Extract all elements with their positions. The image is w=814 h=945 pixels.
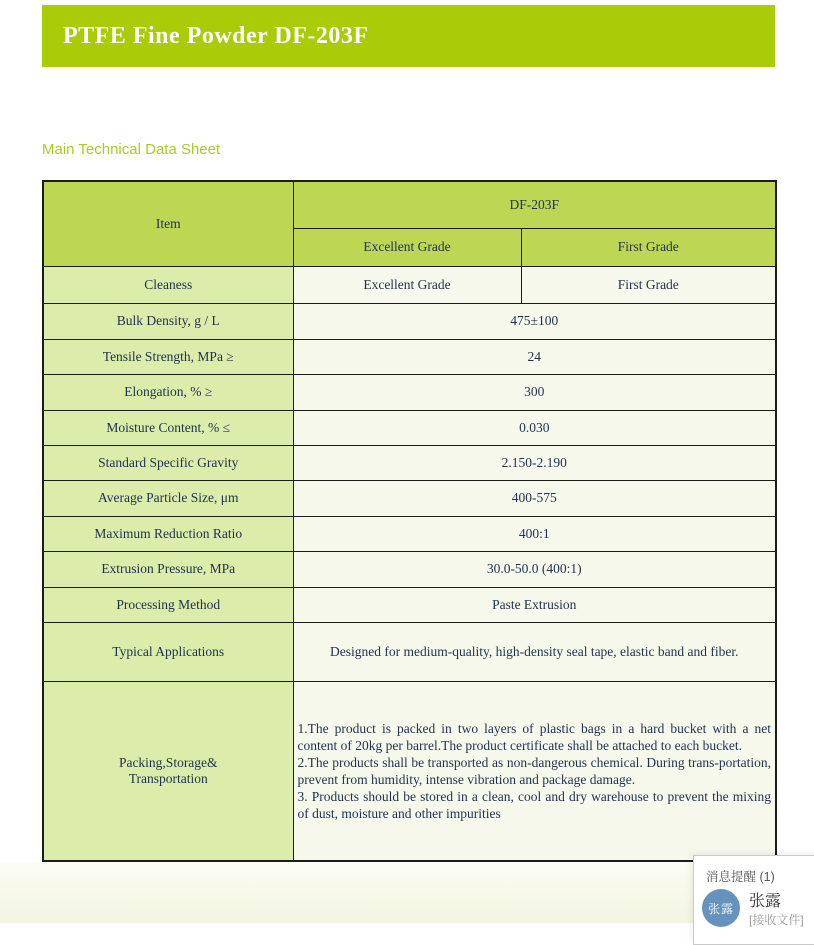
row-value: 300 [293, 374, 776, 410]
packing-label-line1: Packing,Storage& [118, 754, 218, 770]
packing-line: 2.The products shall be transported as non-dangerous chemical. During trans-portation, prevent from humidity, intense vibration and package damage. [297, 754, 772, 787]
table-row-bulk-density [43, 303, 776, 339]
grade-header-first: First Grade [521, 228, 776, 266]
row-value: Designed for medium-quality, high-density seal tape, elastic band and fiber. [293, 622, 776, 681]
table-row-reduction-ratio [43, 516, 776, 551]
notification-message-preview: [接收文件] [749, 913, 804, 927]
table-row-tensile-strength [43, 339, 776, 374]
row-label [43, 681, 293, 861]
table-row-packing-storage [43, 681, 776, 861]
table-row-elongation [43, 374, 776, 410]
table-row-cleaness [43, 266, 776, 303]
notification-sender-name: 张露 [749, 893, 782, 910]
row-value [293, 681, 776, 861]
technical-data-table [42, 180, 777, 862]
page-title: PTFE Fine Powder DF-203F [63, 22, 369, 49]
row-value: Excellent Grade [293, 266, 521, 303]
packing-label-line2: Transportation [128, 770, 208, 786]
row-value: 0.030 [293, 410, 776, 445]
notification-header: 消息提醒 (1) [706, 870, 775, 884]
row-label: Standard Specific Gravity [43, 445, 293, 480]
row-value: 475±100 [293, 303, 776, 339]
row-value: 2.150-2.190 [293, 445, 776, 480]
table-row-product-header [43, 181, 776, 228]
grade-header-excellent: Excellent Grade [293, 228, 521, 266]
packing-line: 3. Products should be stored in a clean, cool and dry warehouse to prevent the mixing of dust, moisture and other impurities [297, 788, 772, 821]
table-row-particle-size [43, 480, 776, 516]
row-value: 400-575 [293, 480, 776, 516]
row-label: Extrusion Pressure, MPa [43, 551, 293, 587]
row-label: Average Particle Size, μm [43, 480, 293, 516]
row-label: Moisture Content, % ≤ [43, 410, 293, 445]
row-value: First Grade [521, 266, 776, 303]
row-label: Tensile Strength, MPa ≥ [43, 339, 293, 374]
notification-popup [693, 855, 814, 945]
row-label: Maximum Reduction Ratio [43, 516, 293, 551]
item-header-cell: Item [43, 181, 293, 266]
row-value: 400:1 [293, 516, 776, 551]
avatar[interactable]: 张露 [702, 889, 740, 927]
section-heading: Main Technical Data Sheet [42, 141, 221, 158]
table-row-specific-gravity [43, 445, 776, 480]
notification-list-item[interactable] [702, 888, 814, 938]
packing-line: 1.The product is packed in two layers of plastic bags in a hard bucket with a net content of 20kg per barrel.The product certificate shall be attached to each bucket. [297, 720, 772, 753]
row-value: 30.0-50.0 (400:1) [293, 551, 776, 587]
row-label: Processing Method [43, 587, 293, 622]
row-value: Paste Extrusion [293, 587, 776, 622]
table-row-extrusion-pressure [43, 551, 776, 587]
row-label: Elongation, % ≥ [43, 374, 293, 410]
table-row-typical-applications [43, 622, 776, 681]
product-header-cell: DF-203F [293, 181, 776, 228]
table-row-processing-method [43, 587, 776, 622]
page-header-bar [42, 5, 775, 67]
row-value: 24 [293, 339, 776, 374]
page-bottom-strip [0, 862, 814, 923]
table-row-moisture-content [43, 410, 776, 445]
row-label: Cleaness [43, 266, 293, 303]
row-label: Typical Applications [43, 622, 293, 681]
row-label: Bulk Density, g / L [43, 303, 293, 339]
